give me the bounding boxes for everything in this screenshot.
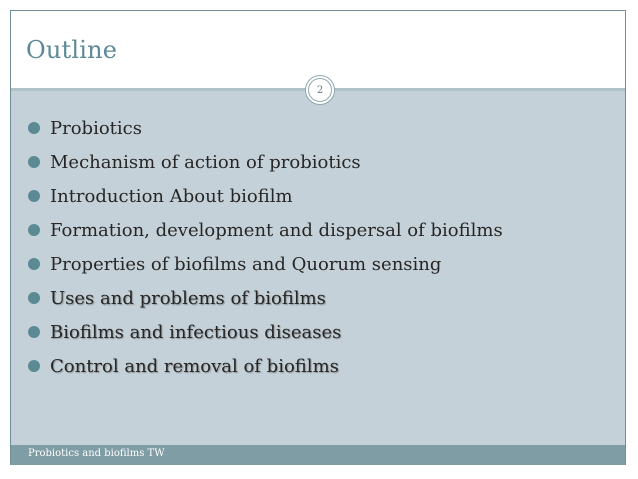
list-item xyxy=(28,247,503,281)
round-bullet-icon xyxy=(28,360,40,372)
list-item xyxy=(28,111,503,145)
list-item-text: Mechanism of action of probiotics xyxy=(50,151,361,173)
slide-title: Outline xyxy=(26,36,118,64)
list-item-text: Control and removal of biofilms xyxy=(50,355,339,377)
round-bullet-icon xyxy=(28,156,40,168)
round-bullet-icon xyxy=(28,122,40,134)
page-number: 2 xyxy=(316,84,324,96)
list-item-text: Probiotics xyxy=(50,117,142,139)
list-item xyxy=(28,315,503,349)
round-bullet-icon xyxy=(28,190,40,202)
list-item-text: Uses and problems of biofilms xyxy=(50,287,326,309)
list-item xyxy=(28,281,503,315)
bullet-list xyxy=(28,111,503,383)
list-item xyxy=(28,213,503,247)
round-bullet-icon xyxy=(28,258,40,270)
list-item xyxy=(28,349,503,383)
content-area xyxy=(11,91,625,445)
page-number-badge xyxy=(305,75,335,105)
list-item-text: Formation, development and dispersal of biofilms xyxy=(50,219,503,241)
round-bullet-icon xyxy=(28,326,40,338)
list-item-text: Introduction About biofilm xyxy=(50,185,293,207)
round-bullet-icon xyxy=(28,224,40,236)
list-item xyxy=(28,179,503,213)
list-item-text: Properties of biofilms and Quorum sensing xyxy=(50,253,442,275)
round-bullet-icon xyxy=(28,292,40,304)
list-item-text: Biofilms and infectious diseases xyxy=(50,321,342,343)
list-item xyxy=(28,145,503,179)
footer-bar xyxy=(11,445,625,465)
footer-text: Probiotics and biofilms TW xyxy=(28,448,165,459)
